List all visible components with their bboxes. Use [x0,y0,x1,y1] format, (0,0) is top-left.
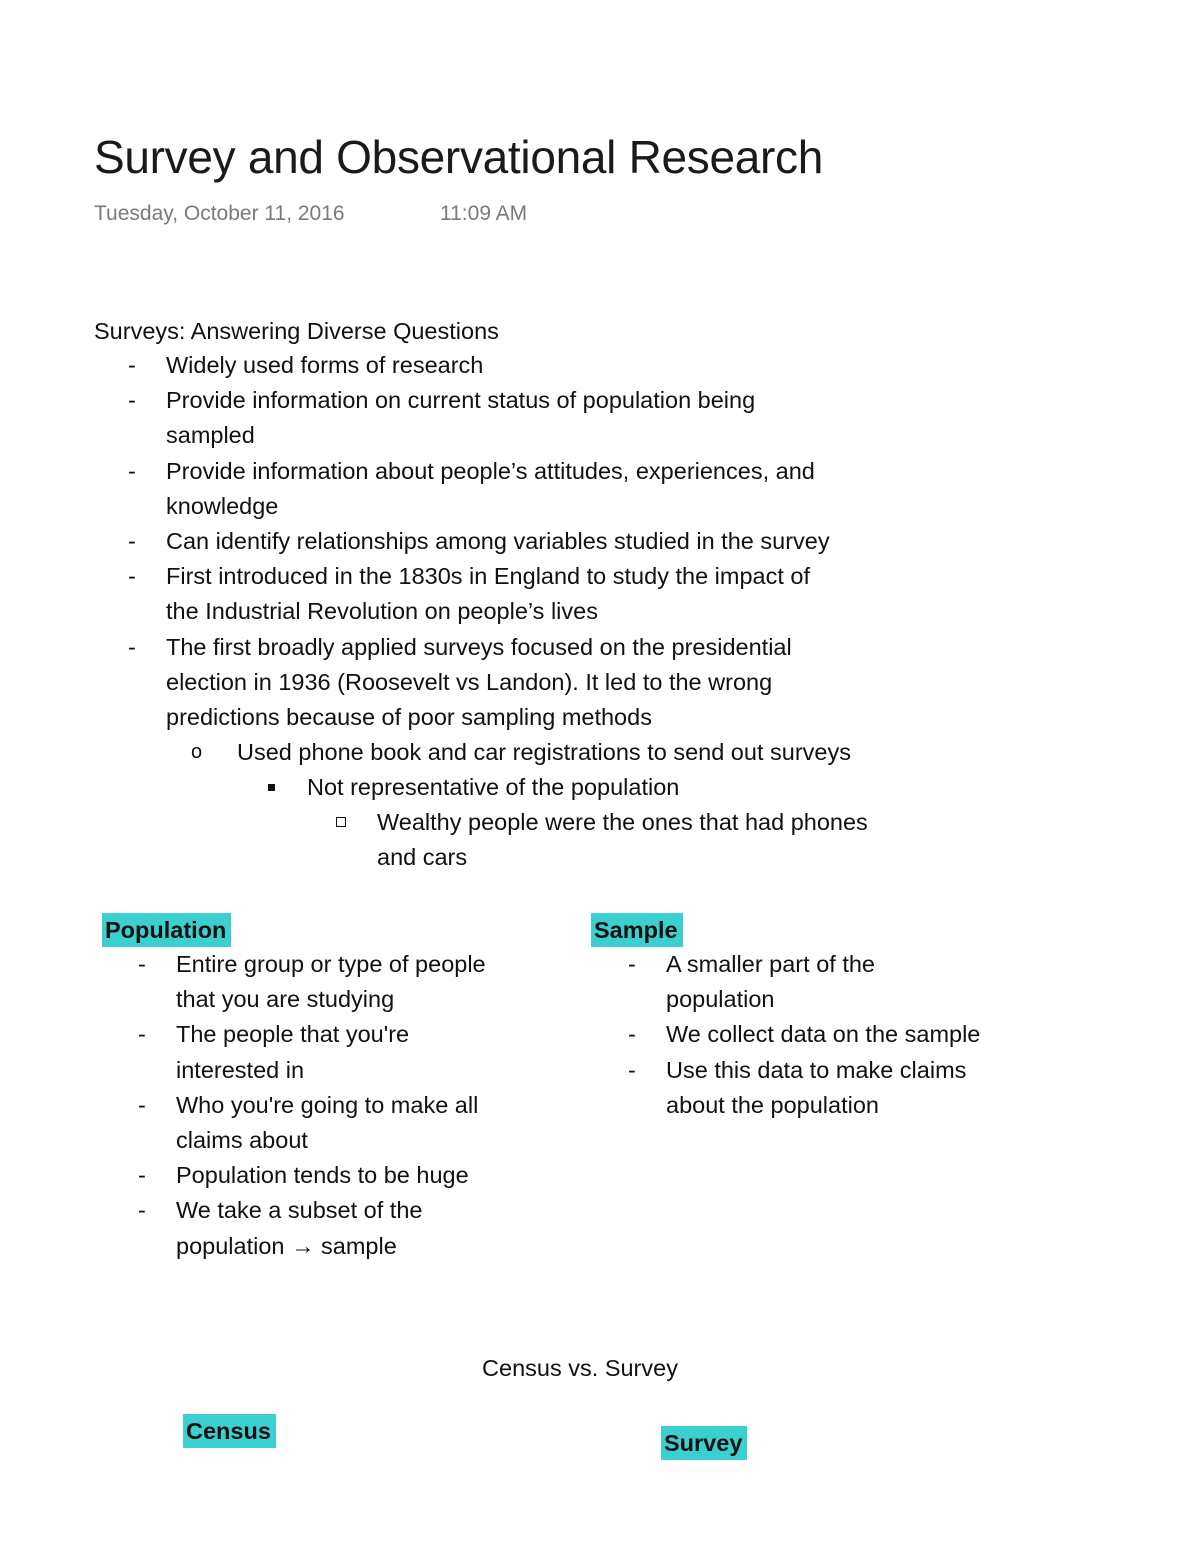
sample-list [628,947,981,1123]
dash-bullet-icon: - [128,387,136,414]
dash-bullet-icon: - [628,951,636,977]
census-heading-clip [183,1414,275,1444]
dash-bullet-icon: - [628,1021,636,1048]
list-item: - A smaller part of the [666,947,980,982]
list-item: - Population tends to be huge [176,1158,486,1193]
list-item-continuation: claims about [176,1127,308,1154]
surveys-sub-sub-sub-list [377,805,868,875]
list-item-continuation: and cars [377,844,468,871]
surveys-heading: Surveys: Answering Diverse Questions [94,318,499,344]
sample-heading: Sample [591,913,683,947]
square-bullet-icon [268,784,275,791]
list-item-continuation: population [666,986,775,1013]
list-item-continuation: that you are studying [176,986,395,1013]
surveys-sub-sub-list [307,770,679,805]
dash-bullet-icon: - [128,352,136,378]
note-time: 11:09 AM [440,202,528,225]
list-item: - Entire group or type of people [176,947,486,982]
list-item: - Provide information on current status of population being [166,383,830,418]
circle-bullet-icon: o [191,741,203,763]
surveys-sub-list [191,735,851,770]
list-item: - The first broadly applied surveys focused on the presidential [166,630,830,665]
list-item: - Provide information about people’s attitudes, experiences, and [166,454,830,489]
page-title: Survey and Observational Research [94,131,824,183]
list-item-continuation: about the population [666,1091,879,1118]
list-item-continuation: knowledge [166,492,279,519]
surveys-bullet-list [128,348,830,735]
census-heading: Census [183,1414,276,1448]
note-date: Tuesday, October 11, 2016 [94,202,345,225]
dash-bullet-icon: - [138,1091,146,1118]
dash-bullet-icon: - [128,528,136,555]
dash-bullet-icon: - [138,1021,146,1048]
list-item-continuation: predictions because of poor sampling methods [166,704,652,731]
list-item-continuation: the Industrial Revolution on people’s lives [166,598,598,625]
list-item: - First introduced in the 1830s in England to study the impact of [166,559,830,594]
list-item-continuation: election in 1936 (Roosevelt vs Landon). It led to the wrong [166,668,773,695]
dash-bullet-icon: - [128,633,136,660]
list-item: - We take a subset of the [176,1193,486,1228]
comparison-title: Census vs. Survey [482,1355,678,1381]
list-item-continuation: sampled [166,422,255,449]
list-item: - Who you're going to make all [176,1088,486,1123]
dash-bullet-icon: - [138,1197,146,1224]
dash-bullet-icon: - [128,563,136,590]
survey-heading: Survey [661,1426,747,1460]
population-list [138,947,486,1264]
list-item-continuation: population → sample [176,1232,397,1259]
empty-square-bullet-icon [336,817,346,827]
dash-bullet-icon: - [138,1162,146,1189]
list-item: o Used phone book and car registrations to send out surveys [237,735,851,770]
survey-heading-clip [661,1426,749,1456]
list-item: - We collect data on the sample [666,1017,980,1052]
list-item-continuation: interested in [176,1056,305,1083]
dash-bullet-icon: - [138,951,146,977]
list-item: - Can identify relationships among variables studied in the survey [166,524,830,559]
dash-bullet-icon: - [628,1056,636,1083]
list-item: Not representative of the population [307,770,679,805]
list-item: - Widely used forms of research [166,348,830,383]
list-item: - The people that you're [176,1017,486,1052]
list-item: Wealthy people were the ones that had phones [377,805,868,840]
list-item: - Use this data to make claims [666,1053,980,1088]
population-heading: Population [102,913,231,947]
dash-bullet-icon: - [128,457,136,484]
